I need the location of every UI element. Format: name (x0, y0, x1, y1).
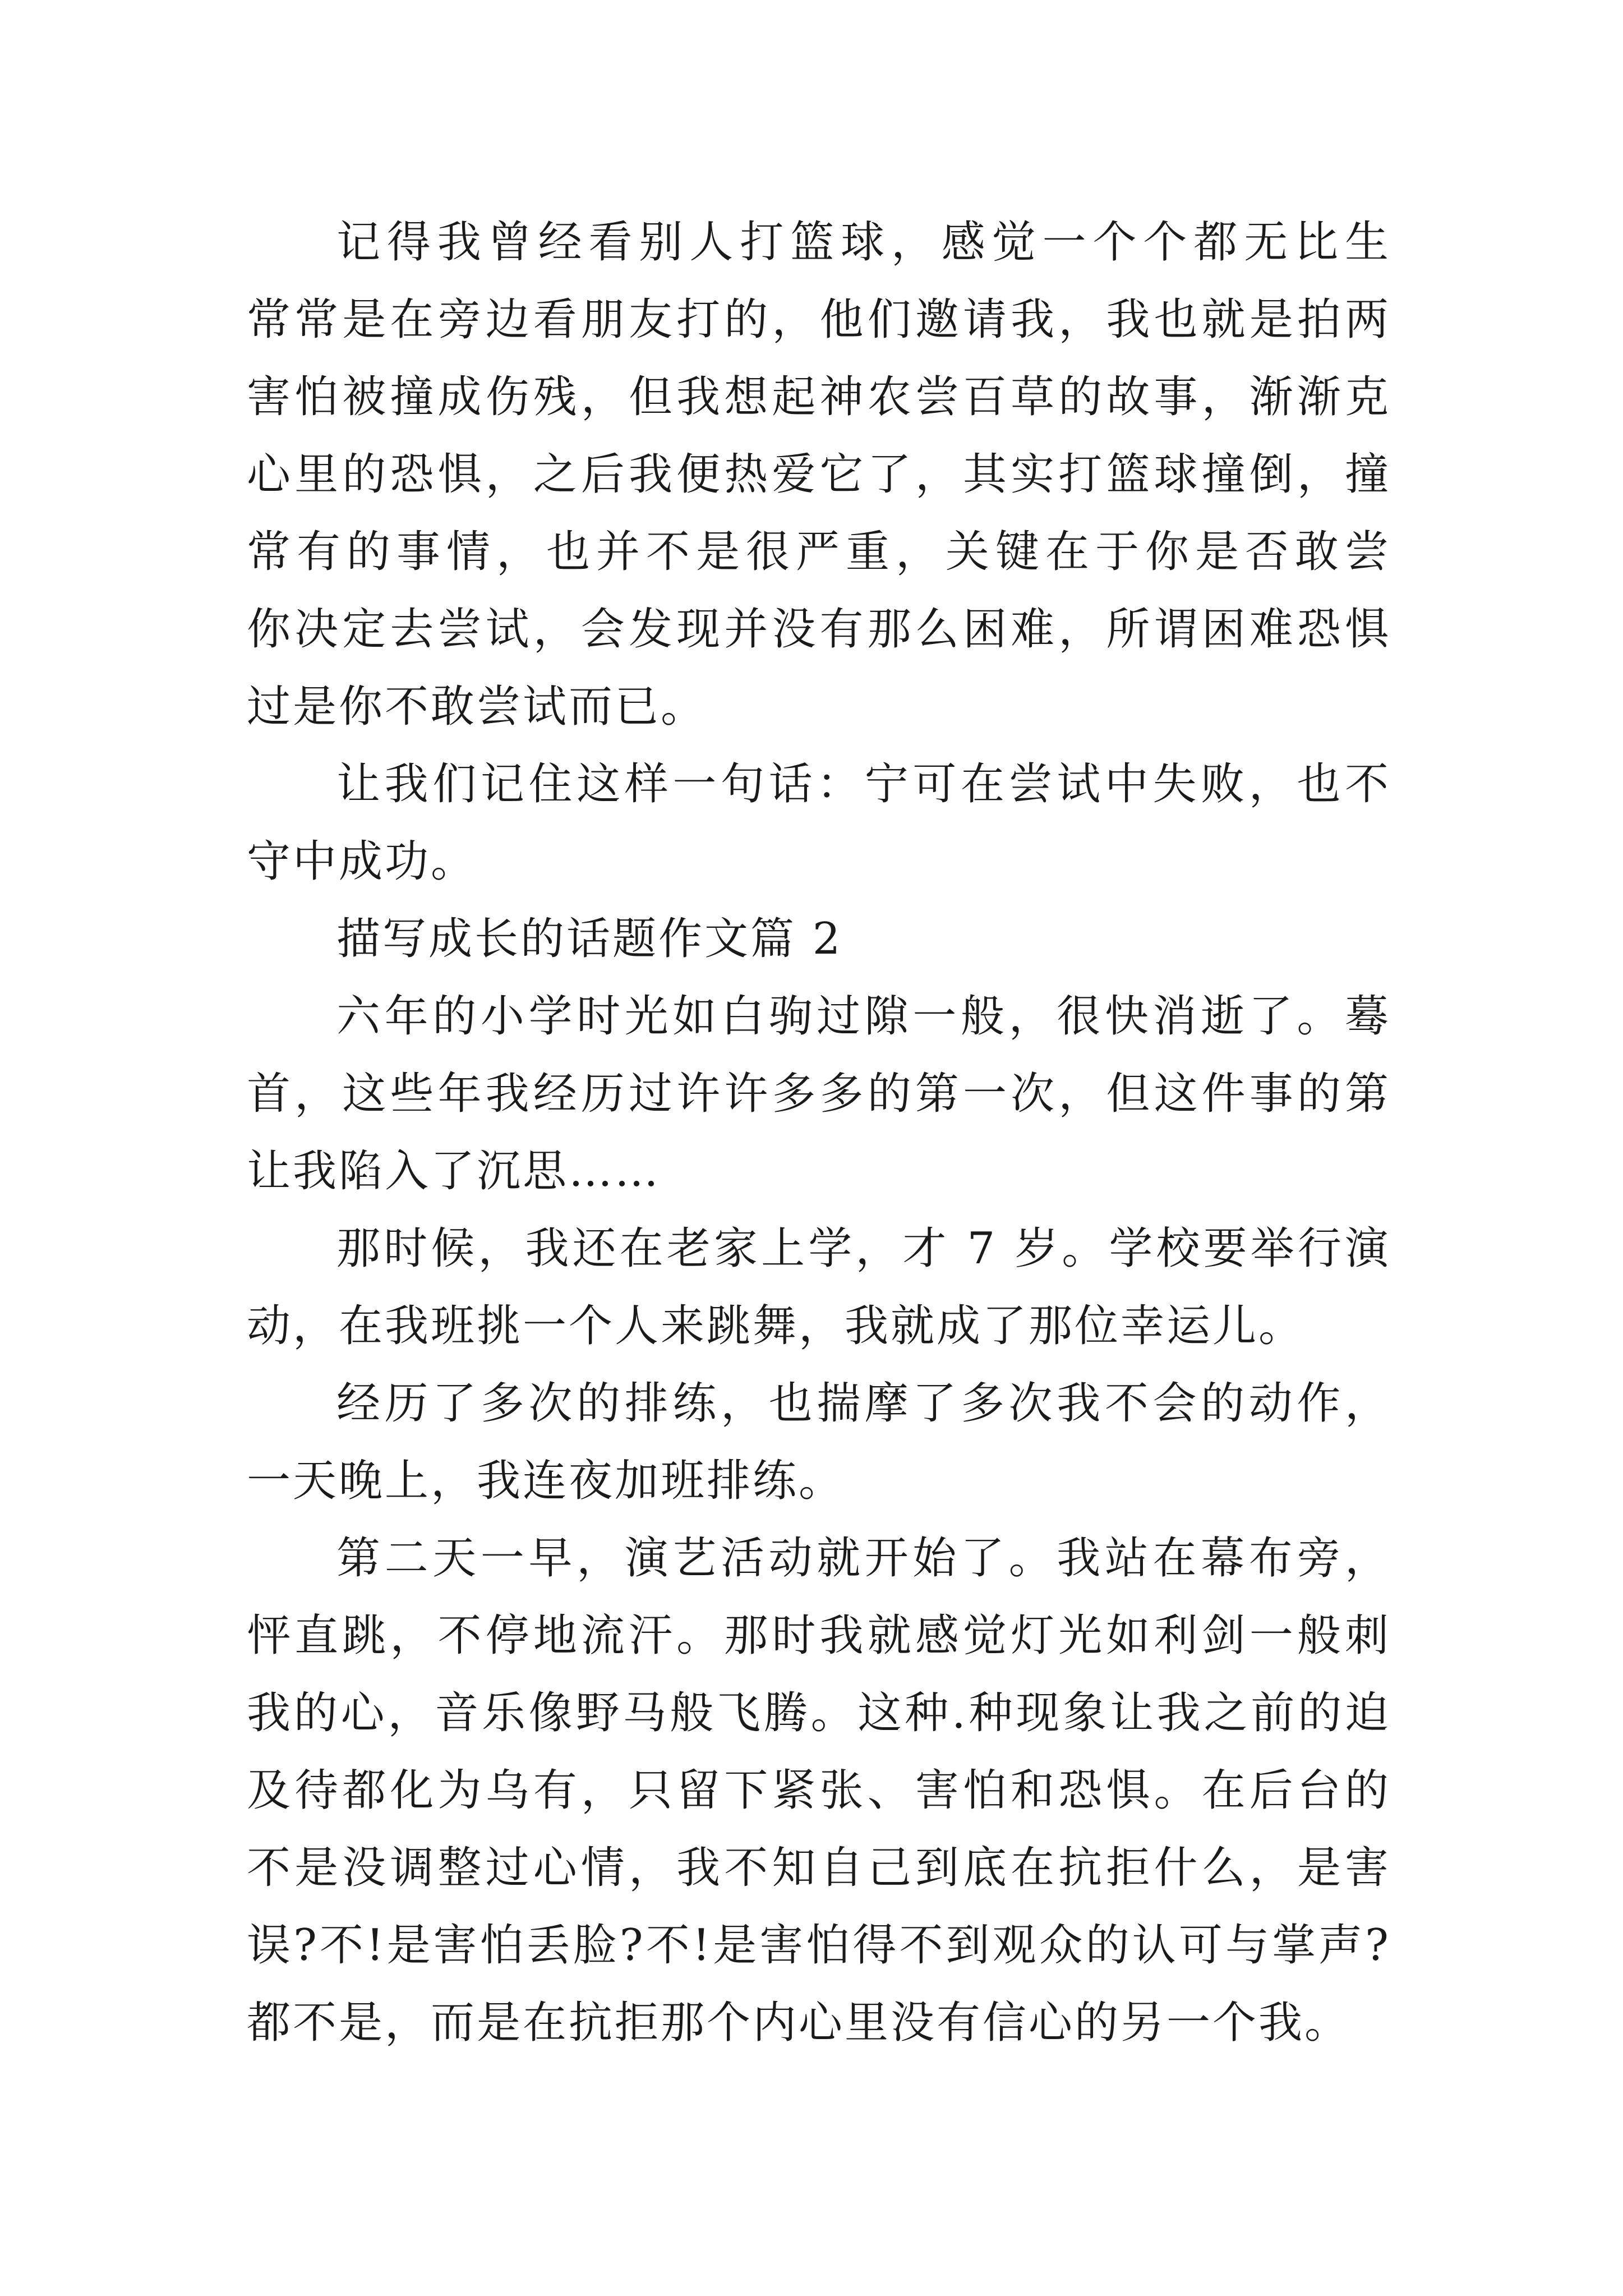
paragraph-line: 心里的恐惧，之后我便热爱它了，其实打篮球撞倒，撞 (247, 449, 1391, 500)
paragraph-line: 让我陷入了沉思…… (247, 1146, 661, 1197)
paragraph-line: 及待都化为乌有，只留下紧张、害怕和恐惧。在后台的 (247, 1765, 1391, 1816)
paragraph-line: 首，这些年我经历过许许多多的第一次，但这件事的第 (247, 1069, 1391, 1119)
paragraph-line: 都不是，而是在抗拒那个内心里没有信心的另一个我。 (247, 1998, 1351, 2048)
paragraph-line: 动，在我班挑一个人来跳舞，我就成了那位幸运儿。 (247, 1301, 1305, 1351)
paragraph-line: 第二天一早，演艺活动就开始了。我站在幕布旁， (336, 1533, 1391, 1584)
paragraph-line: 常有的事情，也并不是很严重，关键在于你是否敢尝 (247, 527, 1391, 577)
paragraph-line: 怦直跳，不停地流汗。那时我就感觉灯光如利剑一般刺 (247, 1611, 1391, 1661)
paragraph-line: 常常是在旁边看朋友打的，他们邀请我，我也就是拍两 (247, 295, 1391, 345)
paragraph-line: 不是没调整过心情，我不知自己到底在抗拒什么，是害 (247, 1843, 1391, 1893)
paragraph-line: 那时候，我还在老家上学，才 7 岁。学校要举行演 (336, 1223, 1391, 1274)
paragraph-line: 守中成功。 (247, 836, 477, 887)
paragraph-line: 误?不!是害怕丢脸?不!是害怕得不到观众的认可与掌声? (247, 1920, 1391, 1971)
paragraph-line: 一天晚上，我连夜加班排练。 (247, 1456, 845, 1506)
paragraph-line: 经历了多次的排练，也揣摩了多次我不会的动作， (336, 1378, 1391, 1429)
paragraph-line: 害怕被撞成伤残，但我想起神农尝百草的故事，渐渐克 (247, 372, 1391, 422)
paragraph-line: 六年的小学时光如白驹过隙一般，很快消逝了。蓦 (336, 991, 1391, 1042)
section-heading: 描写成长的话题作文篇 2 (336, 914, 843, 964)
paragraph-line: 记得我曾经看别人打篮球，感觉一个个都无比生 (336, 217, 1391, 268)
paragraph-line: 你决定去尝试，会发现并没有那么困难，所谓困难恐惧 (247, 604, 1391, 655)
paragraph-line: 让我们记住这样一句话：宁可在尝试中失败，也不 (336, 759, 1391, 809)
paragraph-line: 我的心，音乐像野马般飞腾。这种.种现象让我之前的迫 (247, 1688, 1391, 1738)
paragraph-line: 过是你不敢尝试而已。 (247, 682, 707, 732)
